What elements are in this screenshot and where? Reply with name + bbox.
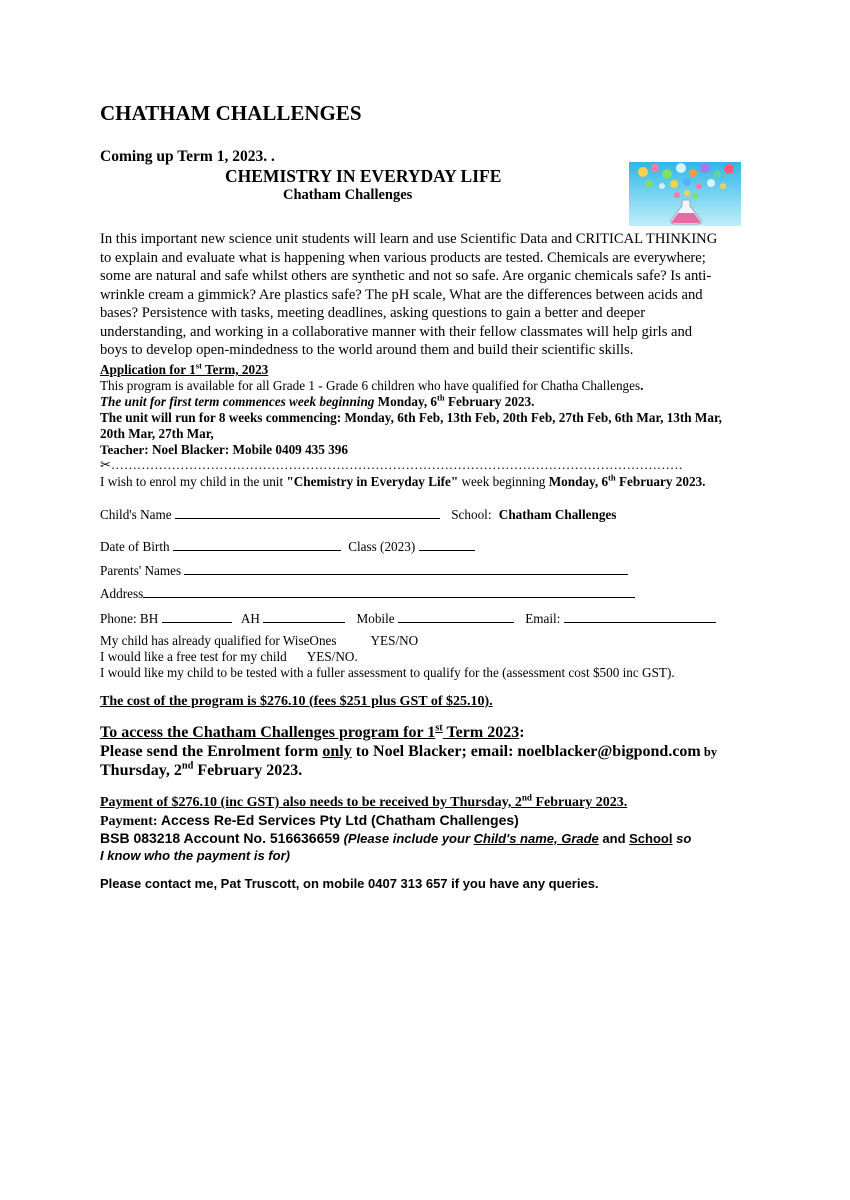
intro-line: some are natural and safe whilst others are synthetic and not so safe. Are organic chemicals safe? Is anti- (100, 268, 712, 284)
intro-line: understanding, and working in a collaborative manner with their fellow classmates will help girls and (100, 323, 693, 340)
weeks-line: The unit will run for 8 weeks commencing: Monday, 6th Feb, 13th Feb, 20th Feb, 27th Feb, 6th Mar, 13th Mar, (100, 410, 722, 425)
scissors-icon: ✂ (100, 458, 111, 473)
commence-line: The unit for first term commences week beginning Monday, 6th February 2023. (100, 392, 535, 409)
mobile-field[interactable] (398, 610, 514, 623)
school-value: Chatham Challenges (498, 507, 617, 522)
intro-line: boys to develop open-mindedness to the world around them and build their scientific skills. (100, 342, 634, 358)
phone-bh-label: Phone: BH (100, 611, 159, 626)
question-free-test: I would like a free test for my child YES/NO. (100, 649, 358, 664)
send-form-line: Please send the Enrolment form only to Noel Blacker; email: noelblacker@bigpond.com by (100, 743, 718, 760)
email-label: Email: (525, 611, 561, 626)
intro-line: bases? Persistence with tasks, meeting deadlines, asking questions to gain a better and deeper (100, 305, 646, 321)
dob-field[interactable] (173, 538, 341, 551)
parents-label: Parents' Names (100, 563, 182, 578)
chemistry-flask-illustration (629, 162, 741, 226)
dob-row (100, 538, 475, 555)
intro-paragraph (100, 230, 750, 360)
address-label: Address (100, 586, 144, 601)
contact-line: Please contact me, Pat Truscott, on mobile 0407 313 657 if you have any queries. (100, 876, 599, 891)
class-label: Class (2023) (348, 539, 416, 554)
phone-ah-label: AH (240, 611, 260, 626)
phone-ah-field[interactable] (263, 610, 345, 623)
address-row (100, 585, 635, 602)
childs-name-row (100, 506, 616, 523)
yes-no-option[interactable]: YES/NO (370, 633, 419, 648)
cost-line: The cost of the program is $276.10 (fees $251 plus GST of $25.10). (100, 694, 493, 709)
unit-title: CHEMISTRY IN EVERYDAY LIFE (225, 166, 502, 186)
payment-note-line-2: I know who the payment is for) (100, 848, 290, 863)
access-heading: To access the Chatham Challenges program for 1st Term 2023: (100, 722, 525, 741)
parents-field[interactable] (184, 562, 628, 575)
question-wiseones: My child has already qualified for WiseOnes YES/NO (100, 633, 419, 648)
class-field[interactable] (419, 538, 475, 551)
intro-line: to explain and evaluate what is happening when various products are tested. Chemicals are everywhere; (100, 249, 706, 266)
intro-line: wrinkle cream a gimmick? Are plastics safe? The pH scale, What are the differences between acids and (100, 286, 703, 303)
availability-line: This program is available for all Grade 1 - Grade 6 children who have qualified for Chatha Challenges. (100, 378, 644, 393)
payment-account-line: Payment: Access Re-Ed Services Pty Ltd (Chatham Challenges) (100, 812, 519, 829)
phone-bh-field[interactable] (162, 610, 232, 623)
deadline-line: Thursday, 2nd February 2023. (100, 760, 303, 779)
cut-line: ✂…………………………………………………………………………………………………………………… (100, 457, 683, 473)
mobile-label: Mobile (356, 611, 395, 626)
yes-no-option[interactable]: YES/NO. (306, 649, 358, 664)
phone-row (100, 610, 716, 627)
childs-name-field[interactable] (175, 506, 440, 519)
email-field[interactable] (564, 610, 716, 623)
childs-name-label: Child's Name (100, 507, 172, 522)
application-heading: Application for 1st Term, 2023 (100, 360, 269, 377)
page-title: CHATHAM CHALLENGES (100, 101, 362, 125)
intro-line: In this important new science unit students will learn and use Scientific Data and CRITICAL THINKING (100, 231, 718, 247)
school-label: School: (451, 507, 492, 522)
unit-subtitle: Chatham Challenges (283, 187, 413, 203)
payment-heading: Payment of $276.10 (inc GST) also needs to be received by Thursday, 2nd February 2023. (100, 792, 628, 810)
payment-bsb-line: BSB 083218 Account No. 516636659 (Please include your Child's name, Grade and School so (100, 830, 692, 846)
weeks-line-2: 20th Mar, 27th Mar, (100, 426, 214, 441)
dob-label: Date of Birth (100, 539, 170, 554)
enrol-line: I wish to enrol my child in the unit "Chemistry in Everyday Life" week beginning Monday, 6th February 2023. (100, 472, 706, 489)
teacher-line: Teacher: Noel Blacker: Mobile 0409 435 396 (100, 442, 348, 457)
question-assessment: I would like my child to be tested with a fuller assessment to qualify for the (assessment cost $500 inc GST). (100, 665, 675, 680)
parents-row (100, 562, 628, 579)
coming-up-line: Coming up Term 1, 2023. . (100, 148, 275, 165)
address-field[interactable] (143, 585, 635, 598)
